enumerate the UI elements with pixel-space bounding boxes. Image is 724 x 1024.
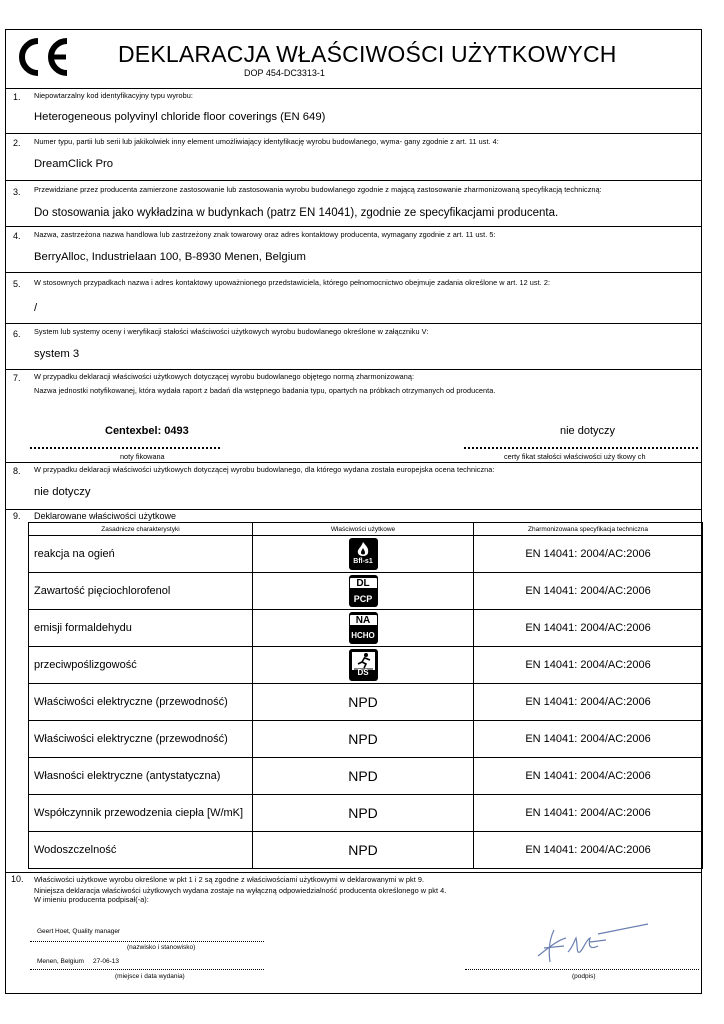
section-question: Deklarowane właściwości użytkowe [34, 511, 177, 521]
pcp-icon: DL PCP [349, 575, 378, 607]
signature-line [30, 969, 264, 970]
slip-resistance-icon: DS [349, 649, 378, 681]
section-question: Nazwa, zastrzeżona nazwa handlowa lub zastrzeżony znak towarowy oraz adres kontaktowy producenta, wymagany zgodnie z art. 11 ust. 5: [34, 230, 496, 239]
performance-cell: NPD [253, 832, 474, 869]
divider [5, 462, 702, 463]
spec-cell: EN 14041: 2004/AC:2006 [474, 721, 703, 758]
hcho-icon: NA HCHO [349, 612, 378, 644]
section-question: Numer typu, partii lub serii lub jakikolwiek inny element umożliwiający identyfikację wyrobu budowlanego, wyma- gany zgodnie z art. 11 ust. 4: [34, 137, 499, 146]
declaration-line: Niniejsza deklaracja właściwości użytkowych wydana zostaje na wyłączną odpowiedzialność producenta określonego w pkt 4. [34, 886, 447, 895]
table-row [29, 573, 703, 610]
signature-line [464, 447, 698, 449]
spec-cell: EN 14041: 2004/AC:2006 [474, 832, 703, 869]
spec-cell: EN 14041: 2004/AC:2006 [474, 684, 703, 721]
ce-mark-icon [14, 37, 72, 77]
spec-cell: EN 14041: 2004/AC:2006 [474, 536, 703, 573]
spec-cell: EN 14041: 2004/AC:2006 [474, 647, 703, 684]
performance-cell: NPD [253, 684, 474, 721]
caption-notified: noty fikowana [120, 452, 165, 461]
place-date: Menen, Belgium 27-06-13 [37, 958, 120, 965]
table-row [29, 758, 703, 795]
section-question: Niepowtarzalny kod identyfikacyjny typu wyrobu: [34, 91, 193, 100]
section-number: 1. [13, 92, 21, 102]
performance-cell: NPD [253, 721, 474, 758]
section-answer: / [34, 302, 38, 314]
divider [5, 872, 702, 873]
signature-line [465, 969, 699, 970]
declaration-line: Właściwości użytkowe wyrobu określone w pkt 1 i 2 są zgodne z właściwościami użytkowymi w deklarowanymi w pkt 9. [34, 875, 425, 884]
section-answer: BerryAlloc, Industrielaan 100, B-8930 Menen, Belgium [34, 251, 306, 263]
table-header: Zharmonizowana specyfikacja techniczna [474, 523, 703, 536]
handwritten-signature-icon [528, 918, 658, 968]
divider [5, 369, 702, 370]
caption-place-date: (miejsce i data wydania) [115, 973, 185, 980]
characteristic-cell: Wodoszczelność [29, 832, 253, 869]
section-question: W przypadku deklaracji właściwości użytkowych dotyczącej wyrobu budowlanego objętego normą zharmonizowaną: [34, 372, 415, 381]
section-number: 4. [13, 231, 21, 241]
section-number: 9. [13, 511, 21, 521]
caption-signature: (podpis) [572, 973, 596, 980]
spec-cell: EN 14041: 2004/AC:2006 [474, 573, 703, 610]
characteristic-cell: przeciwpoślizgowość [29, 647, 253, 684]
performance-cell [253, 647, 474, 684]
fire-class-icon: Bfl-s1 [349, 538, 378, 570]
signature-line [30, 941, 264, 942]
section-answer: Do stosowania jako wykładzina w budynkach (patrz EN 14041), zgodnie ze specyfikacjami producenta. [34, 207, 559, 219]
table-row [29, 721, 703, 758]
performance-cell [253, 610, 474, 647]
signature-line [30, 447, 220, 449]
section-number: 5. [13, 279, 21, 289]
section-answer: DreamClick Pro [34, 158, 114, 170]
characteristic-cell: Zawartość pięciochlorofenol [29, 573, 253, 610]
divider [5, 133, 702, 134]
divider [5, 180, 702, 181]
section-number: 8. [13, 466, 21, 476]
table-row [29, 684, 703, 721]
section-number: 7. [13, 373, 21, 383]
notified-body: Centexbel: 0493 [105, 425, 189, 437]
section-number: 2. [13, 138, 21, 148]
performance-cell: NPD [253, 758, 474, 795]
section-answer: nie dotyczy [34, 486, 91, 498]
certificate-value: nie dotyczy [560, 425, 616, 437]
spec-cell: EN 14041: 2004/AC:2006 [474, 758, 703, 795]
divider [5, 88, 702, 89]
performance-cell: NPD [253, 795, 474, 832]
characteristic-cell: emisji formaldehydu [29, 610, 253, 647]
divider [5, 323, 702, 324]
caption-certificate: certy fikat stałości właściwości uży tkowy ch [504, 452, 646, 461]
section-question-detail: Nazwa jednostki notyfikowanej, która wydała raport z badań dla wstępnego badania typu, opartych na próbkach otrzymanych od producenta. [34, 386, 496, 395]
spec-cell: EN 14041: 2004/AC:2006 [474, 795, 703, 832]
performance-cell [253, 536, 474, 573]
characteristic-cell: reakcja na ogień [29, 536, 253, 573]
divider [5, 226, 702, 227]
characteristic-cell: Współczynnik przewodzenia ciepła [W/mK] [29, 795, 253, 832]
divider [5, 509, 702, 510]
section-question: System lub systemy oceny i weryfikacji stałości właściwości użytkowych wyrobu budowlanego określone w załączniku V: [34, 327, 429, 336]
table-row [29, 795, 703, 832]
section-question: Przewidziane przez producenta zamierzone zastosowanie lub zastosowania wyrobu budowlanego zgodnie z mającą zastosowanie zharmonizowaną specyfikacją techniczną: [34, 185, 602, 194]
table-header: Zasadnicze charakterystyki [29, 523, 253, 536]
section-number: 10. [11, 874, 24, 884]
section-question: W przypadku deklaracji właściwości użytkowych dotyczącej wyrobu budowlanego, dla którego wydana została europejska ocena techniczna: [34, 465, 495, 474]
divider [5, 272, 702, 273]
caption-signer: (nazwisko i stanowisko) [127, 944, 196, 951]
table-header: Właściwości użytkowe [253, 523, 474, 536]
performance-table [28, 522, 703, 869]
performance-cell [253, 573, 474, 610]
section-number: 3. [13, 187, 21, 197]
characteristic-cell: Właściwości elektryczne (przewodność) [29, 684, 253, 721]
section-answer: system 3 [34, 348, 80, 360]
section-answer: Heterogeneous polyvinyl chloride floor coverings (EN 649) [34, 111, 326, 123]
section-number: 6. [13, 329, 21, 339]
declaration-line: W imieniu producenta podpisał(-a): [34, 895, 149, 904]
section-question: W stosownych przypadkach nazwa i adres kontaktowy upoważnionego przedstawiciela, którego pełnomocnictwo obejmuje zadania określone w art. 12 ust. 2: [34, 278, 551, 287]
table-row [29, 647, 703, 684]
dop-number: DOP 454-DC3313-1 [244, 68, 325, 78]
characteristic-cell: Własności elektryczne (antystatyczna) [29, 758, 253, 795]
table-row [29, 536, 703, 573]
page-title: DEKLARACJA WŁAŚCIWOŚCI UŻYTKOWYCH [118, 41, 617, 67]
spec-cell: EN 14041: 2004/AC:2006 [474, 610, 703, 647]
table-header-row [29, 523, 703, 536]
table-row [29, 832, 703, 869]
table-row [29, 610, 703, 647]
characteristic-cell: Właściwości elektryczne (przewodność) [29, 721, 253, 758]
signer-name: Geert Hoet, Quality manager [37, 928, 121, 935]
